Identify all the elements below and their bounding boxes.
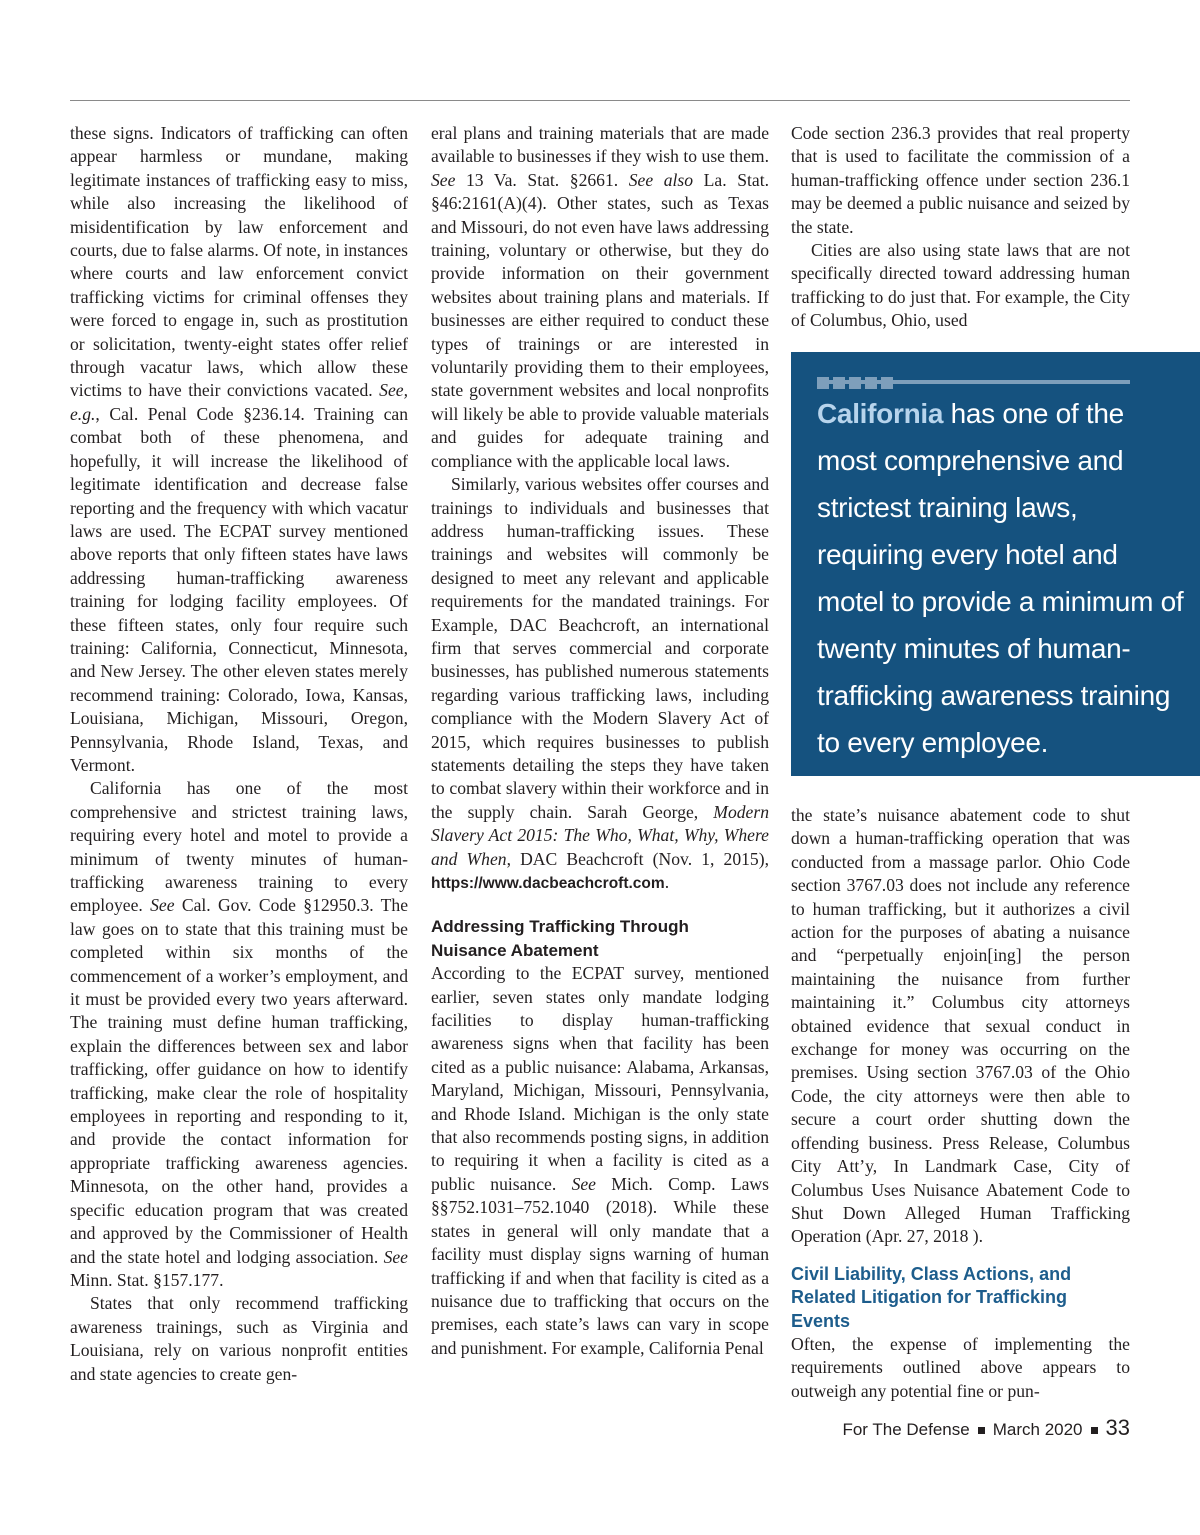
paragraph: eral plans and training materials that are made available to businesses if they wish to use them. See 13 Va. Stat. §2661. See also La. Stat. §46:2161(A)(4). Other states, such as Texas and Missouri, do not even have laws addressing training, voluntary or otherwise, but they do provide information on their government websites about training plans and materials. If businesses are either required to conduct these types of trainings or are interested in voluntarily providing them to their employees, state government websites and local nonprofits will likely be able to provide valuable materials and guides for adequate training and compliance with the applicable local laws. <box>431 123 769 471</box>
paragraph: States that only recommend trafficking awareness trainings, such as Virginia and Louisiana, rely on various nonprofit entities and state agencies to create gen- <box>70 1293 408 1384</box>
paragraph: Code section 236.3 provides that real property that is used to facilitate the commission of a human-trafficking offence under section 236.1 may be deemed a public nuisance and seized by the state. <box>791 123 1130 237</box>
column-1 <box>70 122 408 1386</box>
paragraph: According to the ECPAT survey, mentioned earlier, seven states only mandate lodging facilities to display human-trafficking awareness signs when that facility has been cited as a public nuisance: Alabama, Arkansas, Maryland, Michigan, Missouri, Pennsylvania, and Rhode Island. Michigan is the only state that also recommends posting signs, in addition to requiring it when a facility is cited as a public nuisance. See Mich. Comp. Laws §§752.1031–752.1040 (2018). While these states in general will only mandate that a facility must display signs warning of human trafficking if and when that facility is cited as a nuisance due to trafficking that occurs on the premises, each state’s laws can vary in scope and punishment. For example, California Penal <box>431 963 769 1358</box>
pull-quote <box>791 352 1200 776</box>
pull-quote-highlight: California <box>817 398 944 429</box>
paragraph: the state’s nuisance abatement code to shut down a human-trafficking operation that was conducted from a massage parlor. Ohio Code section 3767.03 does not include any reference to human trafficking, but it authorizes a civil action for the purposes of abating a nuisance and “perpetually enjoin[ing] the person maintaining the nuisance from further maintaining it.” Columbus city attorneys obtained evidence that sexual conduct in exchange for money was occurring on the premises. Using section 3767.03 of the Ohio Code, the city attorneys were then able to secure a court order shutting down the offending business. Press Release, Columbus City Att’y, In Landmark Case, City of Columbus Uses Nuisance Abatement Code to Shut Down Alleged Human Trafficking Operation (Apr. 27, 2018 ). <box>791 805 1130 1247</box>
column-3-top <box>791 122 1130 333</box>
section-heading: Civil Liability, Class Actions, and Related Litigation for Trafficking Events <box>791 1263 1072 1331</box>
issue-date: March 2020 <box>992 1420 1083 1439</box>
paragraph: Cities are also using state laws that are not specifically directed toward addressing human trafficking to do just that. For example, the City of Columbus, Ohio, used <box>791 240 1130 331</box>
column-3-bottom <box>791 804 1130 1403</box>
bullet-icon <box>978 1427 985 1434</box>
pull-quote-text: California has one of the most comprehensive and strictest training laws, requiring every hotel and motel to provide a minimum of twenty minutes of human-trafficking awareness training to every employee. <box>817 398 1184 758</box>
section-heading: Addressing Trafficking Through Nuisance Abatement <box>431 917 689 960</box>
bullet-icon <box>1091 1427 1098 1434</box>
column-2 <box>431 122 769 1360</box>
citation-link[interactable]: https://www.dacbeachcroft.com <box>431 875 665 892</box>
spacer <box>791 1249 1130 1263</box>
page-number: 33 <box>1105 1415 1130 1440</box>
header-rule <box>70 100 1130 101</box>
paragraph: California has one of the most comprehensive and strictest training laws, requiring every hotel and motel to provide a minimum of twenty minutes of human-trafficking awareness training to every employee. See Cal. Gov. Code §12950.3. The law goes on to state that this training must be completed within six months of the commencement of a worker’s employment, and it must be provided every two years afterward. The training must define human trafficking, explain the differences between sex and labor trafficking, offer guidance on how to identify trafficking, make clear the role of hospitality employees in reporting and responding to it, and provide the contact information for appropriate trafficking awareness agencies. Minnesota, on the other hand, provides a specific education program that was created and approved by the Commissioner of Health and the state hotel and lodging association. See Minn. Stat. §157.177. <box>70 778 409 1290</box>
paragraph: Similarly, various websites offer courses and trainings to individuals and businesses that address human-trafficking issues. These trainings and websites will commonly be designed to meet any relevant and applicable requirements for the mandated trainings. For Example, DAC Beachcroft, an international firm that serves commercial and corporate businesses, has published numerous statements regarding various trafficking laws, including compliance with the Modern Slavery Act of 2015, which requires businesses to publish statements detailing the steps they have taken to combat slavery within their workforce and in the supply chain. Sarah George, Modern Slavery Act 2015: The Who, What, Why, Where and When, DAC Beachcroft (Nov. 1, 2015), https://www.dacbeachcroft.com. <box>431 474 769 892</box>
publication-name: For The Defense <box>842 1420 970 1439</box>
paragraph: these signs. Indicators of trafficking can often appear harmless or mundane, making legitimate instances of trafficking easy to miss, while also increasing the likelihood of misidentification by law enforcement and courts, due to false alarms. Of note, in instances where courts and law enforcement convict trafficking victims for criminal offenses they were forced to engage in, such as prostitution or solicitation, twenty-eight states offer relief through vacatur laws, which allow these victims to have their convictions vacated. See, e.g., Cal. Penal Code §236.14. Training can combat both of these phenomena, and hopefully, it will increase the likelihood of legitimate identification and decrease false reporting and the frequency with which vacatur laws are used. The ECPAT survey mentioned above reports that only fifteen states have laws addressing human-trafficking awareness training for lodging facility employees. Of these fifteen states, only four require such training: California, Connecticut, Minnesota, and New Jersey. The other eleven states merely recommend training: Colorado, Iowa, Kansas, Louisiana, Michigan, Missouri, Oregon, Pennsylvania, Rhode Island, Texas, and Vermont. <box>70 123 408 775</box>
paragraph: Often, the expense of implementing the requirements outlined above appears to outweigh any potential fine or pun- <box>791 1333 1130 1401</box>
spacer <box>431 895 769 915</box>
page-footer <box>842 1415 1130 1441</box>
